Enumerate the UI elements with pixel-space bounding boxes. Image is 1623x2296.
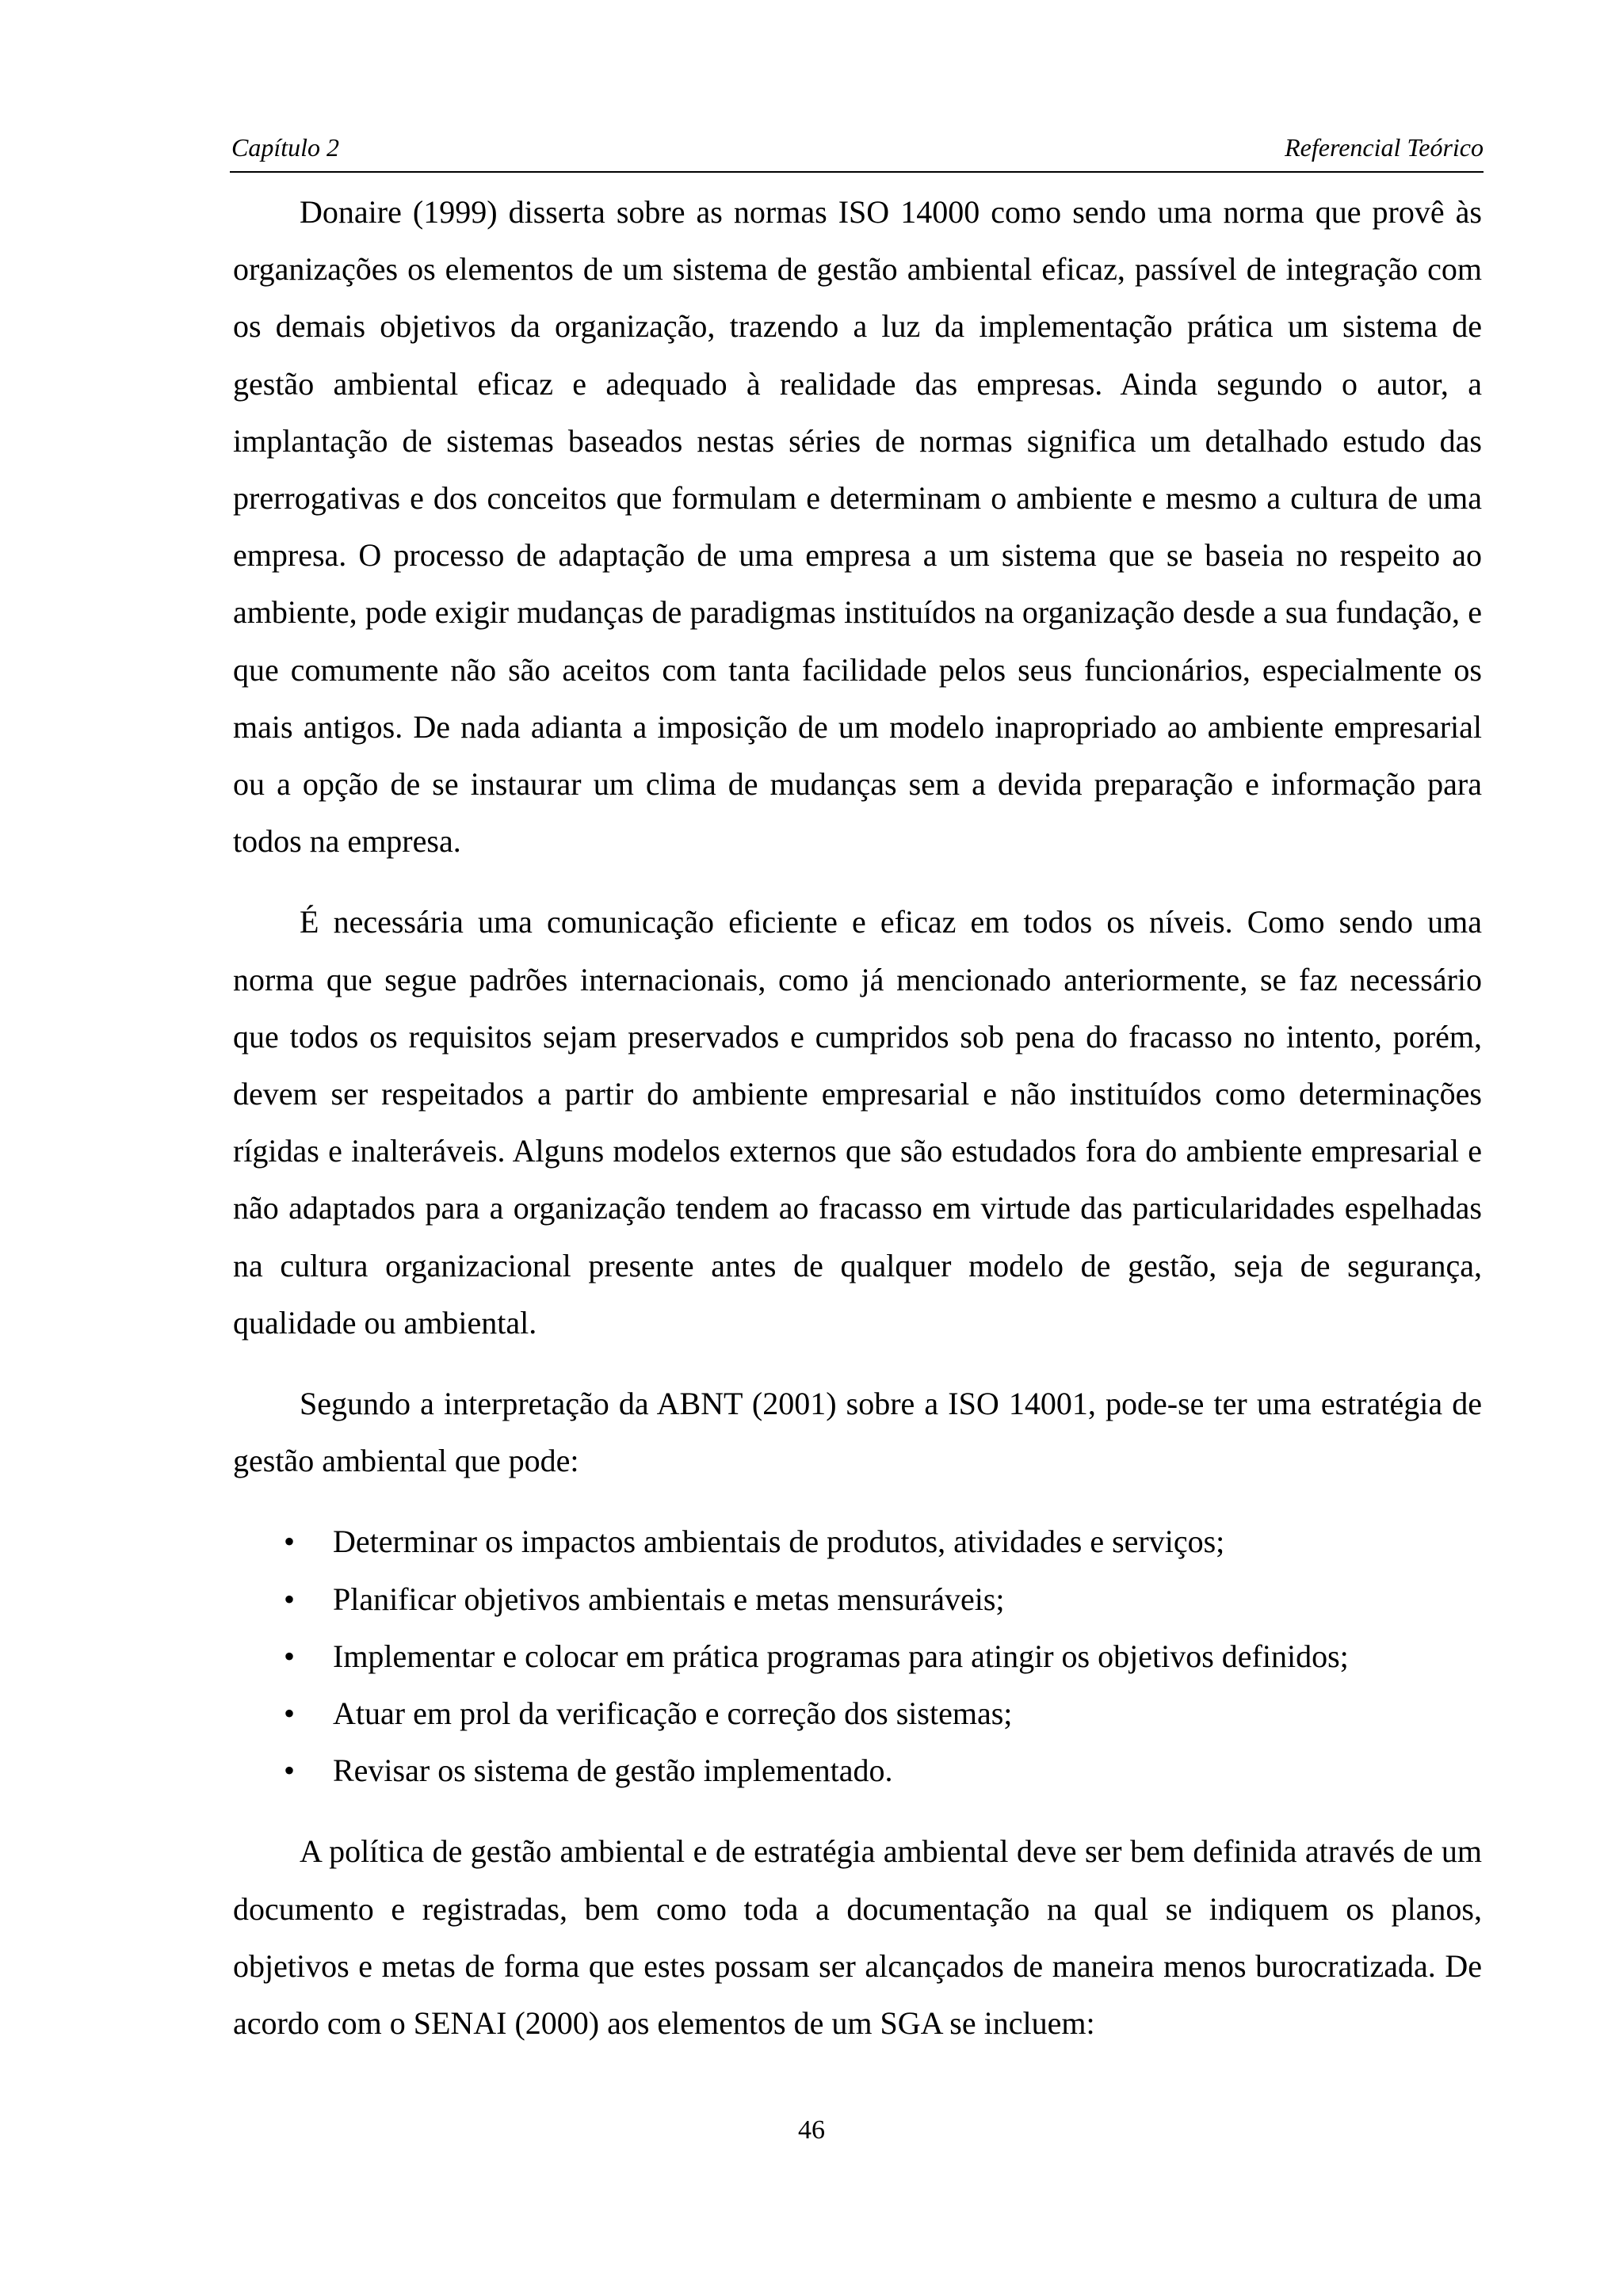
running-header [230, 132, 1484, 173]
bullet-icon: • [284, 1524, 296, 1560]
paragraph-donaire: Donaire (1999) disserta sobre as normas ISO 14000 como sendo uma norma que provê às organizações os elementos de um sistema de gestão ambiental eficaz, passível de integração com os demais objetivos da organização, trazendo a luz da implementação prática um sistema de gestão ambiental eficaz e adequado à realidade das empresas. Ainda segundo o autor, a implantação de sistemas baseados nestas séries de normas significa um detalhado estudo das prerrogativas e dos conceitos que formulam e determinam o ambiente e mesmo a cultura de uma empresa. O processo de adaptação de uma empresa a um sistema que se baseia no respeito ao ambiente, pode exigir mudanças de paradigmas instituídos na organização desde a sua fundação, e que comumente não são aceitos com tanta facilidade pelos seus funcionários, especialmente os mais antigos. De nada adianta a imposição de um modelo inapropriado ao ambiente empresarial ou a opção de se instaurar um clima de mudanças sem a devida preparação e informação para todos na empresa. [233, 194, 1482, 860]
list-item-text: Determinar os impactos ambientais de produtos, atividades e serviços; [333, 1524, 1225, 1560]
list-item-text: Atuar em prol da verificação e correção dos sistemas; [333, 1695, 1013, 1732]
list-item [233, 1628, 1482, 1685]
chapter-label: Capítulo 2 [231, 133, 340, 162]
list-item-text: Planificar objetivos ambientais e metas mensuráveis; [333, 1581, 1005, 1617]
bullet-icon: • [284, 1753, 296, 1789]
bullet-list [233, 1513, 1482, 1799]
list-item-text: Implementar e colocar em prática programas para atingir os objetivos definidos; [333, 1638, 1349, 1674]
bullet-icon: • [284, 1581, 296, 1617]
list-item [233, 1571, 1482, 1628]
list-item [233, 1685, 1482, 1742]
paragraph-politica: A política de gestão ambiental e de estratégia ambiental deve ser bem definida através de um documento e registradas, bem como toda a documentação na qual se indiquem os planos, objetivos e metas de forma que estes possam ser alcançados de maneira menos burocratizada. De acordo com o SENAI (2000) aos elementos de um SGA se incluem: [233, 1833, 1482, 2042]
bullet-icon: • [284, 1638, 296, 1674]
page-number: 46 [798, 2115, 825, 2145]
paragraph-abnt: Segundo a interpretação da ABNT (2001) sobre a ISO 14001, pode-se ter uma estratégia de gestão ambiental que pode: [233, 1386, 1482, 1479]
section-label: Referencial Teórico [1285, 133, 1484, 162]
paragraph-comunicacao: É necessária uma comunicação eficiente e eficaz em todos os níveis. Como sendo uma norma que segue padrões internacionais, como já mencionado anteriormente, se faz necessário que todos os requisitos sejam preservados e cumpridos sob pena do fracasso no intento, porém, devem ser respeitados a partir do ambiente empresarial e não instituídos como determinações rígidas e inalteráveis. Alguns modelos externos que são estudados fora do ambiente empresarial e não adaptados para a organização tendem ao fracasso em virtude das particularidades espelhadas na cultura organizacional presente antes de qualquer modelo de gestão, seja de segurança, qualidade ou ambiental. [233, 904, 1482, 1341]
list-item-text: Revisar os sistema de gestão implementado. [333, 1753, 893, 1789]
body-text [233, 184, 1482, 2052]
list-item [233, 1513, 1482, 1570]
list-item [233, 1742, 1482, 1799]
bullet-icon: • [284, 1695, 296, 1732]
